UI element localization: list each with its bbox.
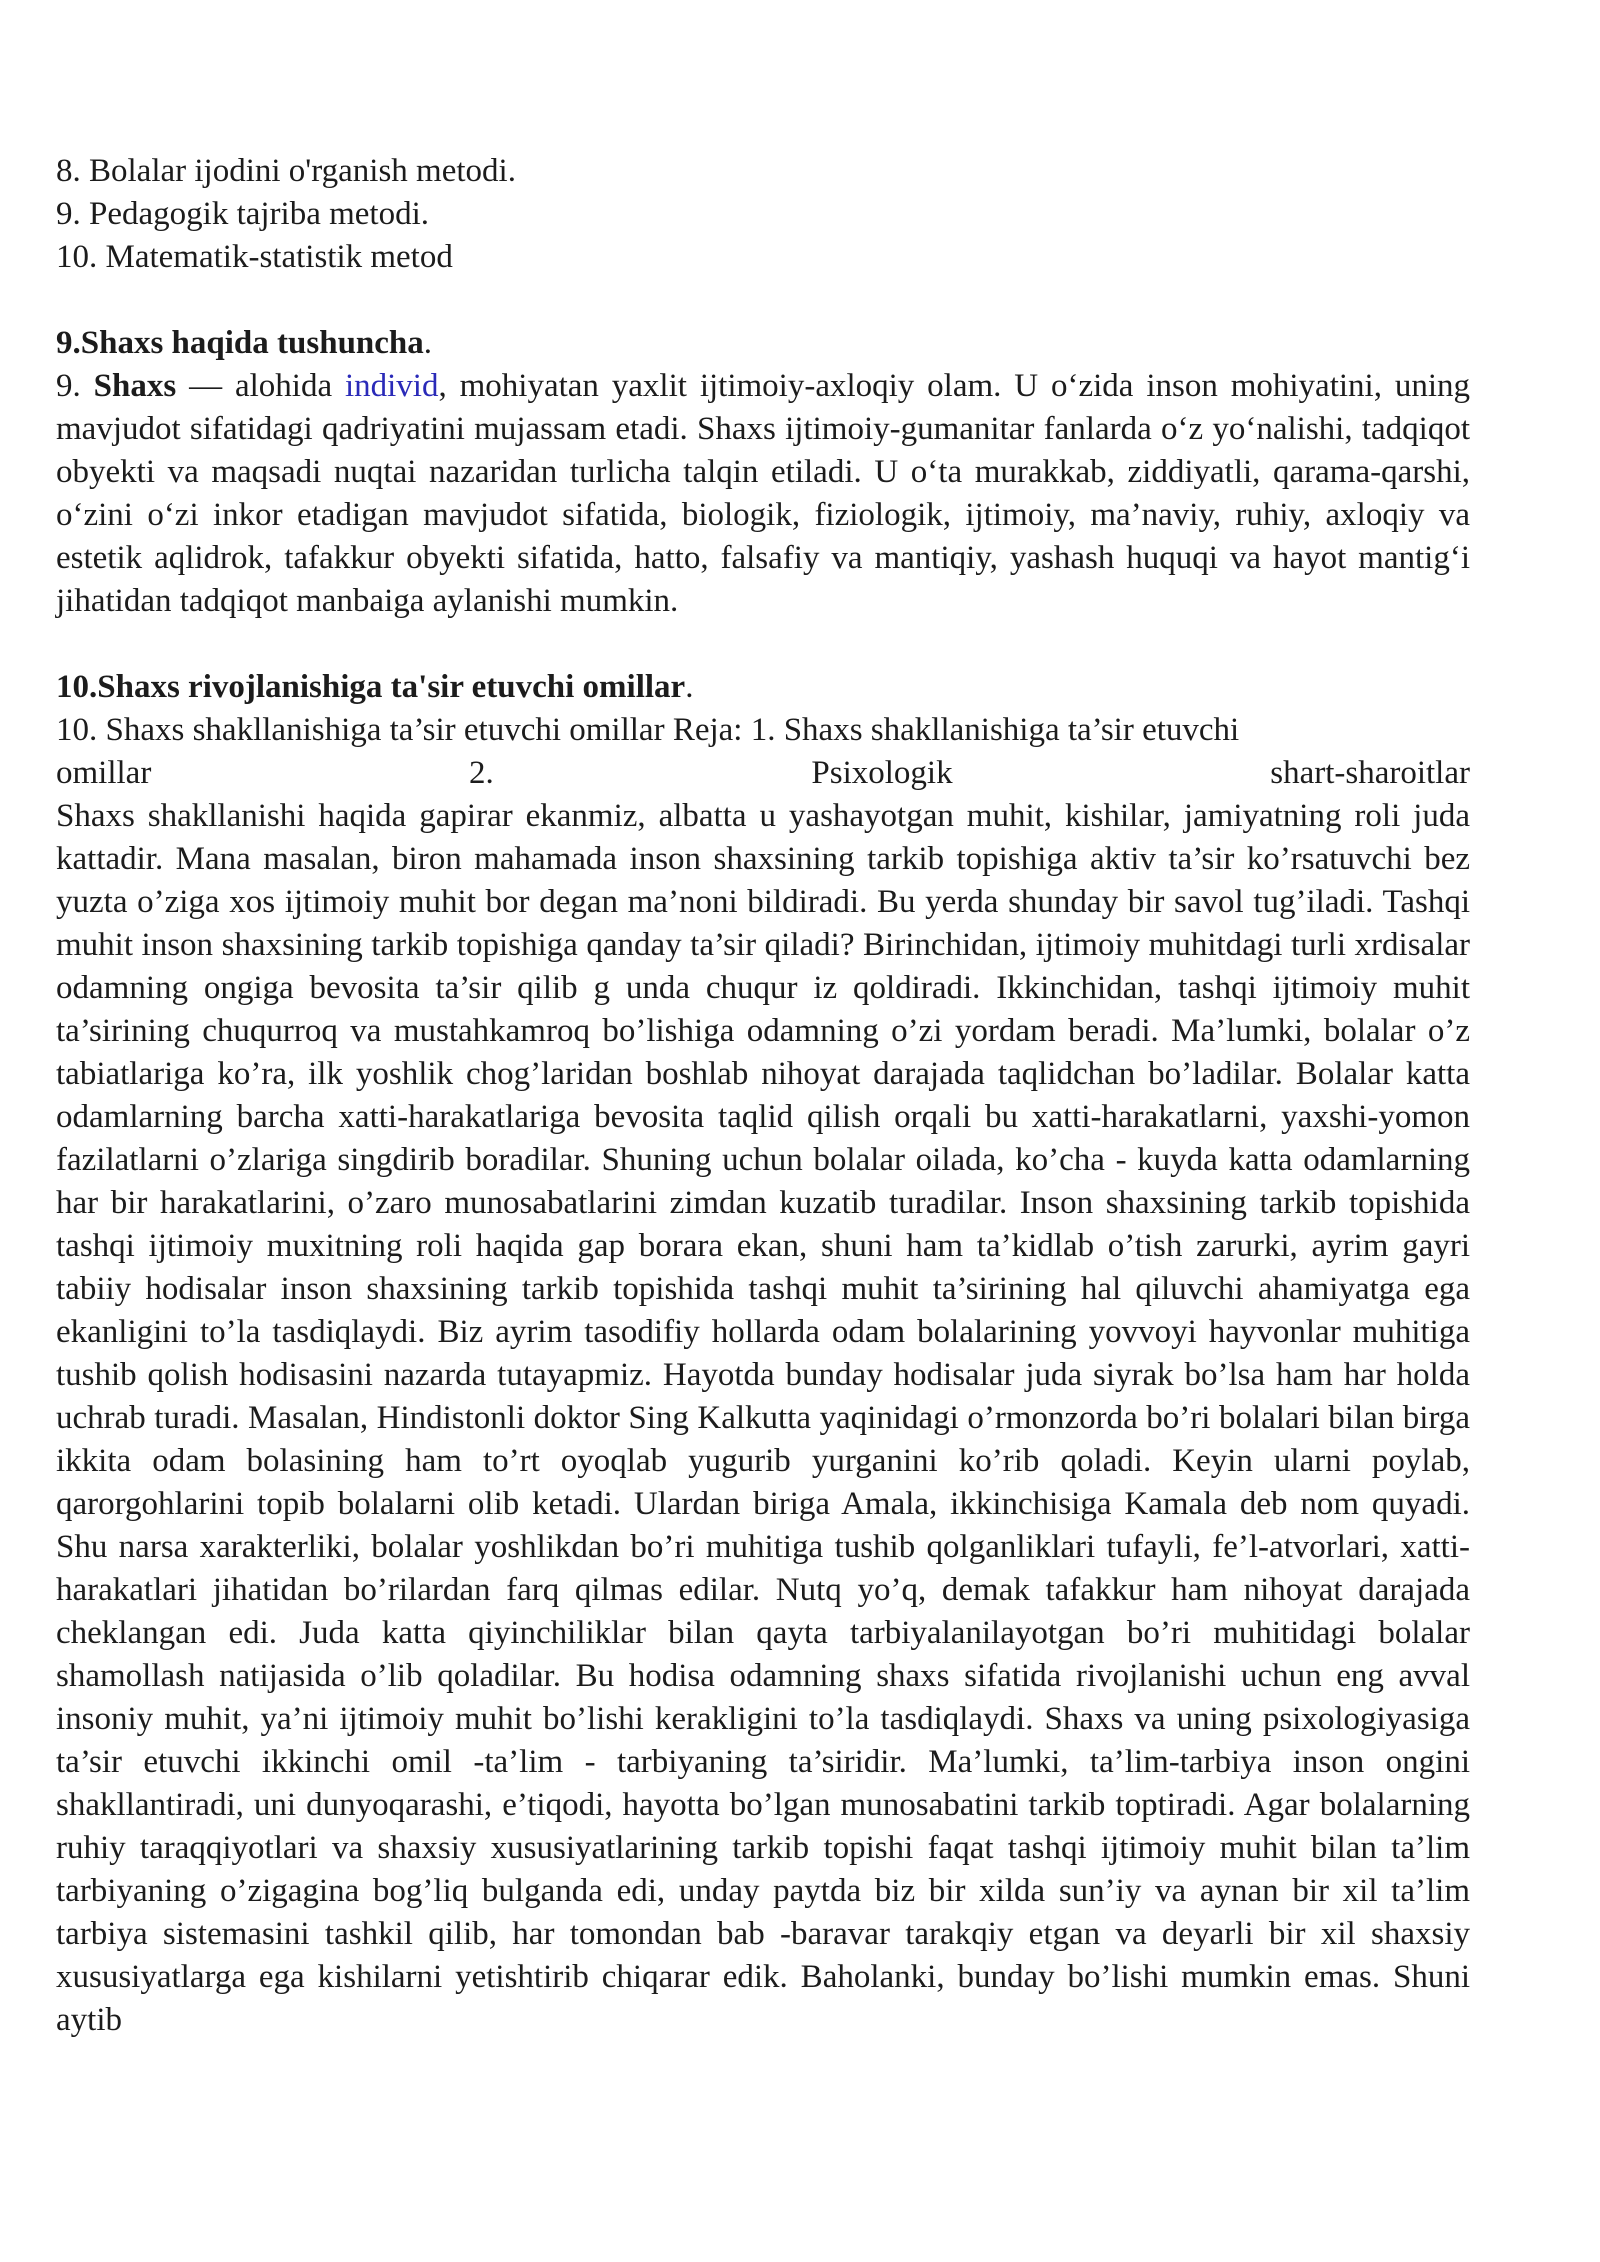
section-10 xyxy=(56,666,1470,2042)
spacer xyxy=(56,623,1470,666)
term-bold: Shaxs xyxy=(93,368,177,404)
paragraph-number: 9. xyxy=(56,368,94,404)
section-heading-text: 10.Shaxs rivojlanishiga ta'sir etuvchi omillar xyxy=(56,669,686,705)
list-item: 10. Matematik-statistik metod xyxy=(56,239,453,275)
term-dash: — alohida xyxy=(176,368,345,404)
paragraph-intro: 10. Shaxs shakllanishiga ta’sir etuvchi omillar Reja: 1. Shaxs shakllanishiga ta’sir etuvchi xyxy=(56,712,1240,748)
plan-word: shart-sharoitlar xyxy=(1270,755,1470,791)
paragraph-body: , mohiyatan yaxlit ijtimoiy-axloqiy olam. U o‘zida inson mohiyatini, uning mavjudot sifatidagi qadriyatini mujassam etadi. Shaxs ijtimoiy-gumanitar fanlarda o‘z yo‘nalishi, tadqiqot obyekti va maqsadi nuqtai nazaridan turlicha talqin etiladi. U o‘ta murakkab, ziddiyatli, qarama-qarshi, o‘zini o‘zi inkor etadigan mavjudot sifatida, biologik, fiziologik, ijtimoiy, ma’naviy, ruhiy, axloqiy va estetik aqlidrok, tafakkur obyekti sifatida, hatto, falsafiy va mantiqiy, yashash huquqi va hayot mantig‘i jihatidan tadqiqot manbaiga aylanishi mumkin. xyxy=(56,368,1471,619)
heading-period: . xyxy=(423,325,433,361)
plan-row xyxy=(56,752,1470,795)
heading-period: . xyxy=(685,669,694,705)
section-heading xyxy=(56,666,1470,709)
paragraph xyxy=(56,365,1470,623)
plan-word: Psixologik xyxy=(811,755,953,791)
list-item: 8. Bolalar ijodini o'rganish metodi. xyxy=(56,153,516,189)
plan-word: 2. xyxy=(468,755,494,791)
plan-word: omillar xyxy=(56,755,152,791)
method-list xyxy=(56,150,1470,279)
section-9 xyxy=(56,322,1470,623)
section-heading xyxy=(56,322,1470,365)
section-heading-text: 9.Shaxs haqida tushuncha xyxy=(56,325,424,361)
spacer xyxy=(56,279,1470,322)
paragraph: Shaxs shakllanishi haqida gapirar ekanmiz, albatta u yashayotgan muhit, kishilar, jamiyatning roli juda kattadir. Mana masalan, biron mahamada inson shaxsining tarkib topishiga aktiv ta’sir ko’rsatuvchi bez yuzta o’ziga xos ijtimoiy muhit bor degan ma’noni bildiradi. Bu yerda shunday bir savol tug’iladi. Tashqi muhit inson shaxsining tarkib topishiga qanday ta’sir qiladi? Birinchidan, ijtimoiy muhitdagi turli xrdisalar odamning ongiga bevosita ta’sir qilib g unda chuqur iz qoldiradi. Ikkinchidan, tashqi ijtimoiy muhit ta’sirining chuqurroq va mustahkamroq bo’lishiga odamning o’zi yordam beradi. Ma’lumki, bolalar o’z tabiatlariga ko’ra, ilk yoshlik chog’laridan boshlab nihoyat darajada taqlidchan bo’ladilar. Bolalar katta odamlarning barcha xatti-harakatlariga bevosita taqlid qilish orqali bu xatti-harakatlarni, yaxshi-yomon fazilatlarni o’zlariga singdirib boradilar. Shuning uchun bolalar oilada, ko’cha - kuyda katta odamlarning har bir harakatlarini, o’zaro munosabatlarini zimdan kuzatib turadilar. Inson shaxsining tarkib topishida tashqi ijtimoiy muxitning roli haqida gap borara ekan, shuni ham ta’kidlab o’tish zarurki, ayrim gayri tabiiy hodisalar inson shaxsining tarkib topishida tashqi muhit ta’sirining hal qiluvchi ahamiyatga ega ekanligini to’la tasdiqlaydi. Biz ayrim tasodifiy hollarda odam bolalarining yovvoyi hayvonlar muhitiga tushib qolish hodisasini nazarda tutayapmiz. Hayotda bunday hodisalar juda siyrak bo’lsa ham har holda uchrab turadi. Masalan, Hindistonli doktor Sing Kalkutta yaqinidagi o’rmonzorda bo’ri bolalari bilan birga ikkita odam bolasining ham to’rt oyoqlab yugurib yurganini ko’rib qoladi. Keyin ularni poylab, qarorgohlarini topib bolalarni olib ketadi. Ulardan biriga Amala, ikkinchisiga Kamala deb nom quyadi. Shu narsa xarakterliki, bolalar yoshlikdan bo’ri muhitiga tushib qolganliklari tufayli, fe’l-atvorlari, xatti-harakatlari jihatidan bo’rilardan farq qilmas edilar. Nutq yo’q, demak tafakkur ham nihoyat darajada cheklangan edi. Juda katta qiyinchiliklar bilan qayta tarbiyalanilayotgan bo’ri muhitidagi bolalar shamollash natijasida o’lib qoladilar. Bu hodisa odamning shaxs sifatida rivojlanishi uchun eng avval insoniy muhit, ya’ni ijtimoiy muhit bo’lishi kerakligini to’la tasdiqlaydi. Shaxs va uning psixologiyasiga ta’sir etuvchi ikkinchi omil -ta’lim - tarbiyaning ta’siridir. Ma’lumki, ta’lim-tarbiya inson ongini shakllantiradi, uni dunyoqarashi, e’tiqodi, hayotta bo’lgan munosabatini tarkib toptiradi. Agar bolalarning ruhiy taraqqiyotlari va shaxsiy xususiyatlarining tarkib topishi faqat tashqi ijtimoiy muhit bilan ta’lim tarbiyaning o’zigagina bog’liq bulganda edi, unday paytda biz bir xilda sun’iy va aynan bir xil ta’lim tarbiya sistemasini tashkil qilib, har tomondan bab -baravar tarakqiy etgan va deyarli bir xil shaxsiy xususiyatlarga ega kishilarni yetishtirib chiqarar edik. Baholanki, bunday bo’lishi mumkin emas. Shuni aytib xyxy=(56,798,1470,2038)
individ-link[interactable]: individ xyxy=(344,368,439,404)
list-item: 9. Pedagogik tajriba metodi. xyxy=(56,196,430,232)
